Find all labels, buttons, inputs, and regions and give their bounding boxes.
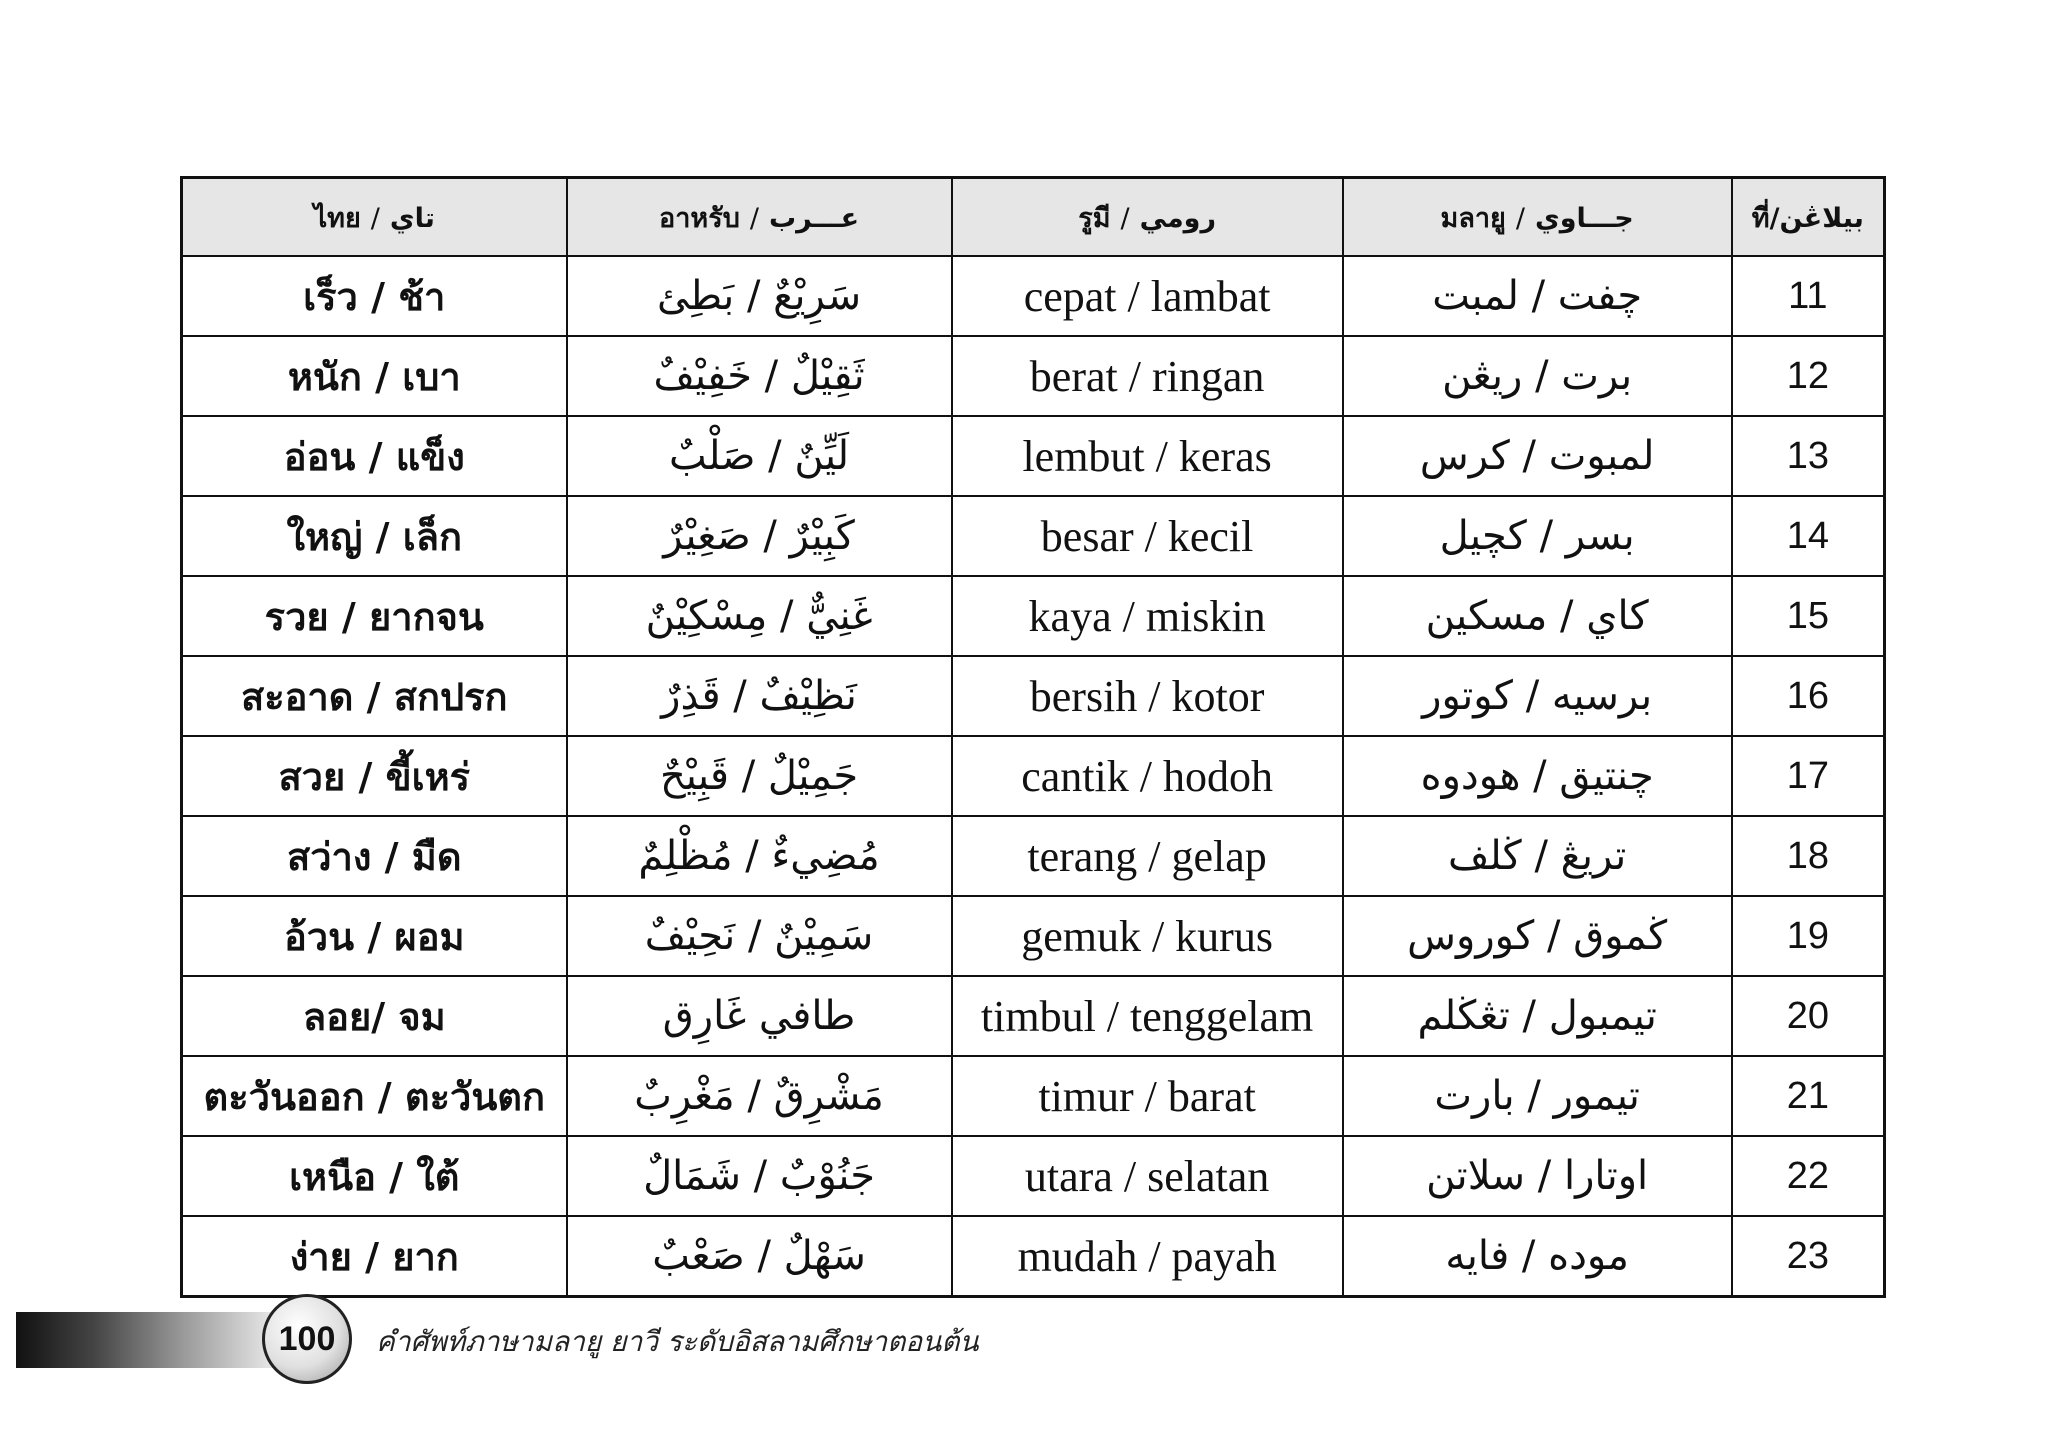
table-row xyxy=(182,656,1885,736)
jawi-cell: برسيه / كوتور xyxy=(1343,656,1732,736)
thai-cell: ลอย/ จม xyxy=(182,976,567,1056)
rumi-cell: terang / gelap xyxy=(952,816,1343,896)
number-cell: 18 xyxy=(1732,816,1885,896)
arab-cell: كَبِيْرٌ / صَغِيْرٌ xyxy=(567,496,952,576)
header-arab-jawi: عـــرب xyxy=(768,202,860,234)
jawi-cell: تيمبول / تڠڬلم xyxy=(1343,976,1732,1056)
jawi-cell: موده / فايه xyxy=(1343,1216,1732,1297)
arab-cell: جَنُوْبٌ / شَمَالٌ xyxy=(567,1136,952,1216)
number-cell: 16 xyxy=(1732,656,1885,736)
table-row xyxy=(182,416,1885,496)
table-row xyxy=(182,816,1885,896)
jawi-cell: كاي / مسكين xyxy=(1343,576,1732,656)
arab-cell: سَمِيْنٌ / نَحِيْفٌ xyxy=(567,896,952,976)
table-row xyxy=(182,976,1885,1056)
thai-cell: อ้วน / ผอม xyxy=(182,896,567,976)
header-thai xyxy=(182,178,567,257)
arab-cell: سَهْلٌ / صَعْبٌ xyxy=(567,1216,952,1297)
thai-cell: สว่าง / มืด xyxy=(182,816,567,896)
table-row xyxy=(182,736,1885,816)
rumi-cell: lembut / keras xyxy=(952,416,1343,496)
rumi-cell: bersih / kotor xyxy=(952,656,1343,736)
table-row xyxy=(182,1056,1885,1136)
header-arab xyxy=(567,178,952,257)
arab-cell: مَشْرِقٌ / مَغْرِبٌ xyxy=(567,1056,952,1136)
jawi-cell: اوتارا / سلاتن xyxy=(1343,1136,1732,1216)
table-row xyxy=(182,1216,1885,1297)
rumi-cell: besar / kecil xyxy=(952,496,1343,576)
number-cell: 14 xyxy=(1732,496,1885,576)
jawi-cell: ڬموق / كوروس xyxy=(1343,896,1732,976)
table-header xyxy=(182,178,1885,257)
header-rumi-th: รูมี xyxy=(1078,202,1111,234)
thai-cell: หนัก / เบา xyxy=(182,336,567,416)
table-row xyxy=(182,256,1885,336)
rumi-cell: timur / barat xyxy=(952,1056,1343,1136)
vocabulary-table xyxy=(180,176,1886,1298)
table-body xyxy=(182,256,1885,1297)
header-rumi-jawi: رومي xyxy=(1139,202,1216,234)
header-separator: / xyxy=(1515,202,1525,234)
thai-cell: รวย / ยากจน xyxy=(182,576,567,656)
header-jawi-th: มลายู xyxy=(1440,202,1506,234)
thai-cell: อ่อน / แข็ง xyxy=(182,416,567,496)
thai-cell: สะอาด / สกปรก xyxy=(182,656,567,736)
arab-cell: نَظِيْفٌ / قَذِرٌ xyxy=(567,656,952,736)
table-row xyxy=(182,496,1885,576)
number-cell: 23 xyxy=(1732,1216,1885,1297)
header-number-jawi: بيلاڠن xyxy=(1779,202,1864,234)
rumi-cell: gemuk / kurus xyxy=(952,896,1343,976)
header-separator: / xyxy=(370,202,380,234)
rumi-cell: timbul / tenggelam xyxy=(952,976,1343,1056)
rumi-cell: kaya / miskin xyxy=(952,576,1343,656)
jawi-cell: بسر / كچيل xyxy=(1343,496,1732,576)
rumi-cell: mudah / payah xyxy=(952,1216,1343,1297)
table-row xyxy=(182,1136,1885,1216)
table-row xyxy=(182,576,1885,656)
thai-cell: สวย / ขี้เหร่ xyxy=(182,736,567,816)
jawi-cell: برت / ريڠن xyxy=(1343,336,1732,416)
number-cell: 22 xyxy=(1732,1136,1885,1216)
arab-cell: جَمِيْلٌ / قَبِيْحٌ xyxy=(567,736,952,816)
number-cell: 13 xyxy=(1732,416,1885,496)
header-separator: / xyxy=(749,202,759,234)
header-separator: / xyxy=(1120,202,1130,234)
thai-cell: ใหญ่ / เล็ก xyxy=(182,496,567,576)
page-number-badge xyxy=(262,1294,352,1384)
jawi-cell: چنتيق / هودوه xyxy=(1343,736,1732,816)
arab-cell: غَنِيٌّ / مِسْكِيْنٌ xyxy=(567,576,952,656)
jawi-cell: چفت / لمبت xyxy=(1343,256,1732,336)
header-number: ที่/بيلاڠن xyxy=(1732,178,1885,257)
number-cell: 15 xyxy=(1732,576,1885,656)
thai-cell: ง่าย / ยาก xyxy=(182,1216,567,1297)
jawi-cell: تيمور / بارت xyxy=(1343,1056,1732,1136)
arab-cell: لَيِّنٌ / صَلْبٌ xyxy=(567,416,952,496)
rumi-cell: cepat / lambat xyxy=(952,256,1343,336)
header-thai-jawi: تاي xyxy=(389,202,435,234)
header-arab-th: อาหรับ xyxy=(659,202,740,234)
arab-cell: طافي غَارِق xyxy=(567,976,952,1056)
jawi-cell: لمبوت / كرس xyxy=(1343,416,1732,496)
rumi-cell: berat / ringan xyxy=(952,336,1343,416)
thai-cell: เหนือ / ใต้ xyxy=(182,1136,567,1216)
footer-gradient-bar xyxy=(16,1312,274,1368)
number-cell: 19 xyxy=(1732,896,1885,976)
number-cell: 21 xyxy=(1732,1056,1885,1136)
thai-cell: เร็ว / ช้า xyxy=(182,256,567,336)
jawi-cell: تريڠ / ڬلف xyxy=(1343,816,1732,896)
header-row xyxy=(182,178,1885,257)
thai-cell: ตะวันออก / ตะวันตก xyxy=(182,1056,567,1136)
rumi-cell: cantik / hodoh xyxy=(952,736,1343,816)
header-rumi xyxy=(952,178,1343,257)
number-cell: 20 xyxy=(1732,976,1885,1056)
rumi-cell: utara / selatan xyxy=(952,1136,1343,1216)
number-cell: 17 xyxy=(1732,736,1885,816)
book-title: คำศัพท์ภาษามลายู ยาวี ระดับอิสลามศึกษาตอนต้น xyxy=(376,1325,979,1358)
header-number-th: ที่ xyxy=(1751,202,1770,234)
table-row xyxy=(182,336,1885,416)
number-cell: 12 xyxy=(1732,336,1885,416)
number-cell: 11 xyxy=(1732,256,1885,336)
page-number: 100 xyxy=(278,1319,336,1358)
header-jawi-jawi: جـــاوي xyxy=(1534,202,1634,234)
arab-cell: سَرِيْعٌ / بَطِئ xyxy=(567,256,952,336)
header-thai-th: ไทย xyxy=(313,202,361,234)
arab-cell: ثَقِيْلٌ / خَفِيْفٌ xyxy=(567,336,952,416)
table-row xyxy=(182,896,1885,976)
header-jawi xyxy=(1343,178,1732,257)
arab-cell: مُضِيءٌ / مُظْلِمٌ xyxy=(567,816,952,896)
